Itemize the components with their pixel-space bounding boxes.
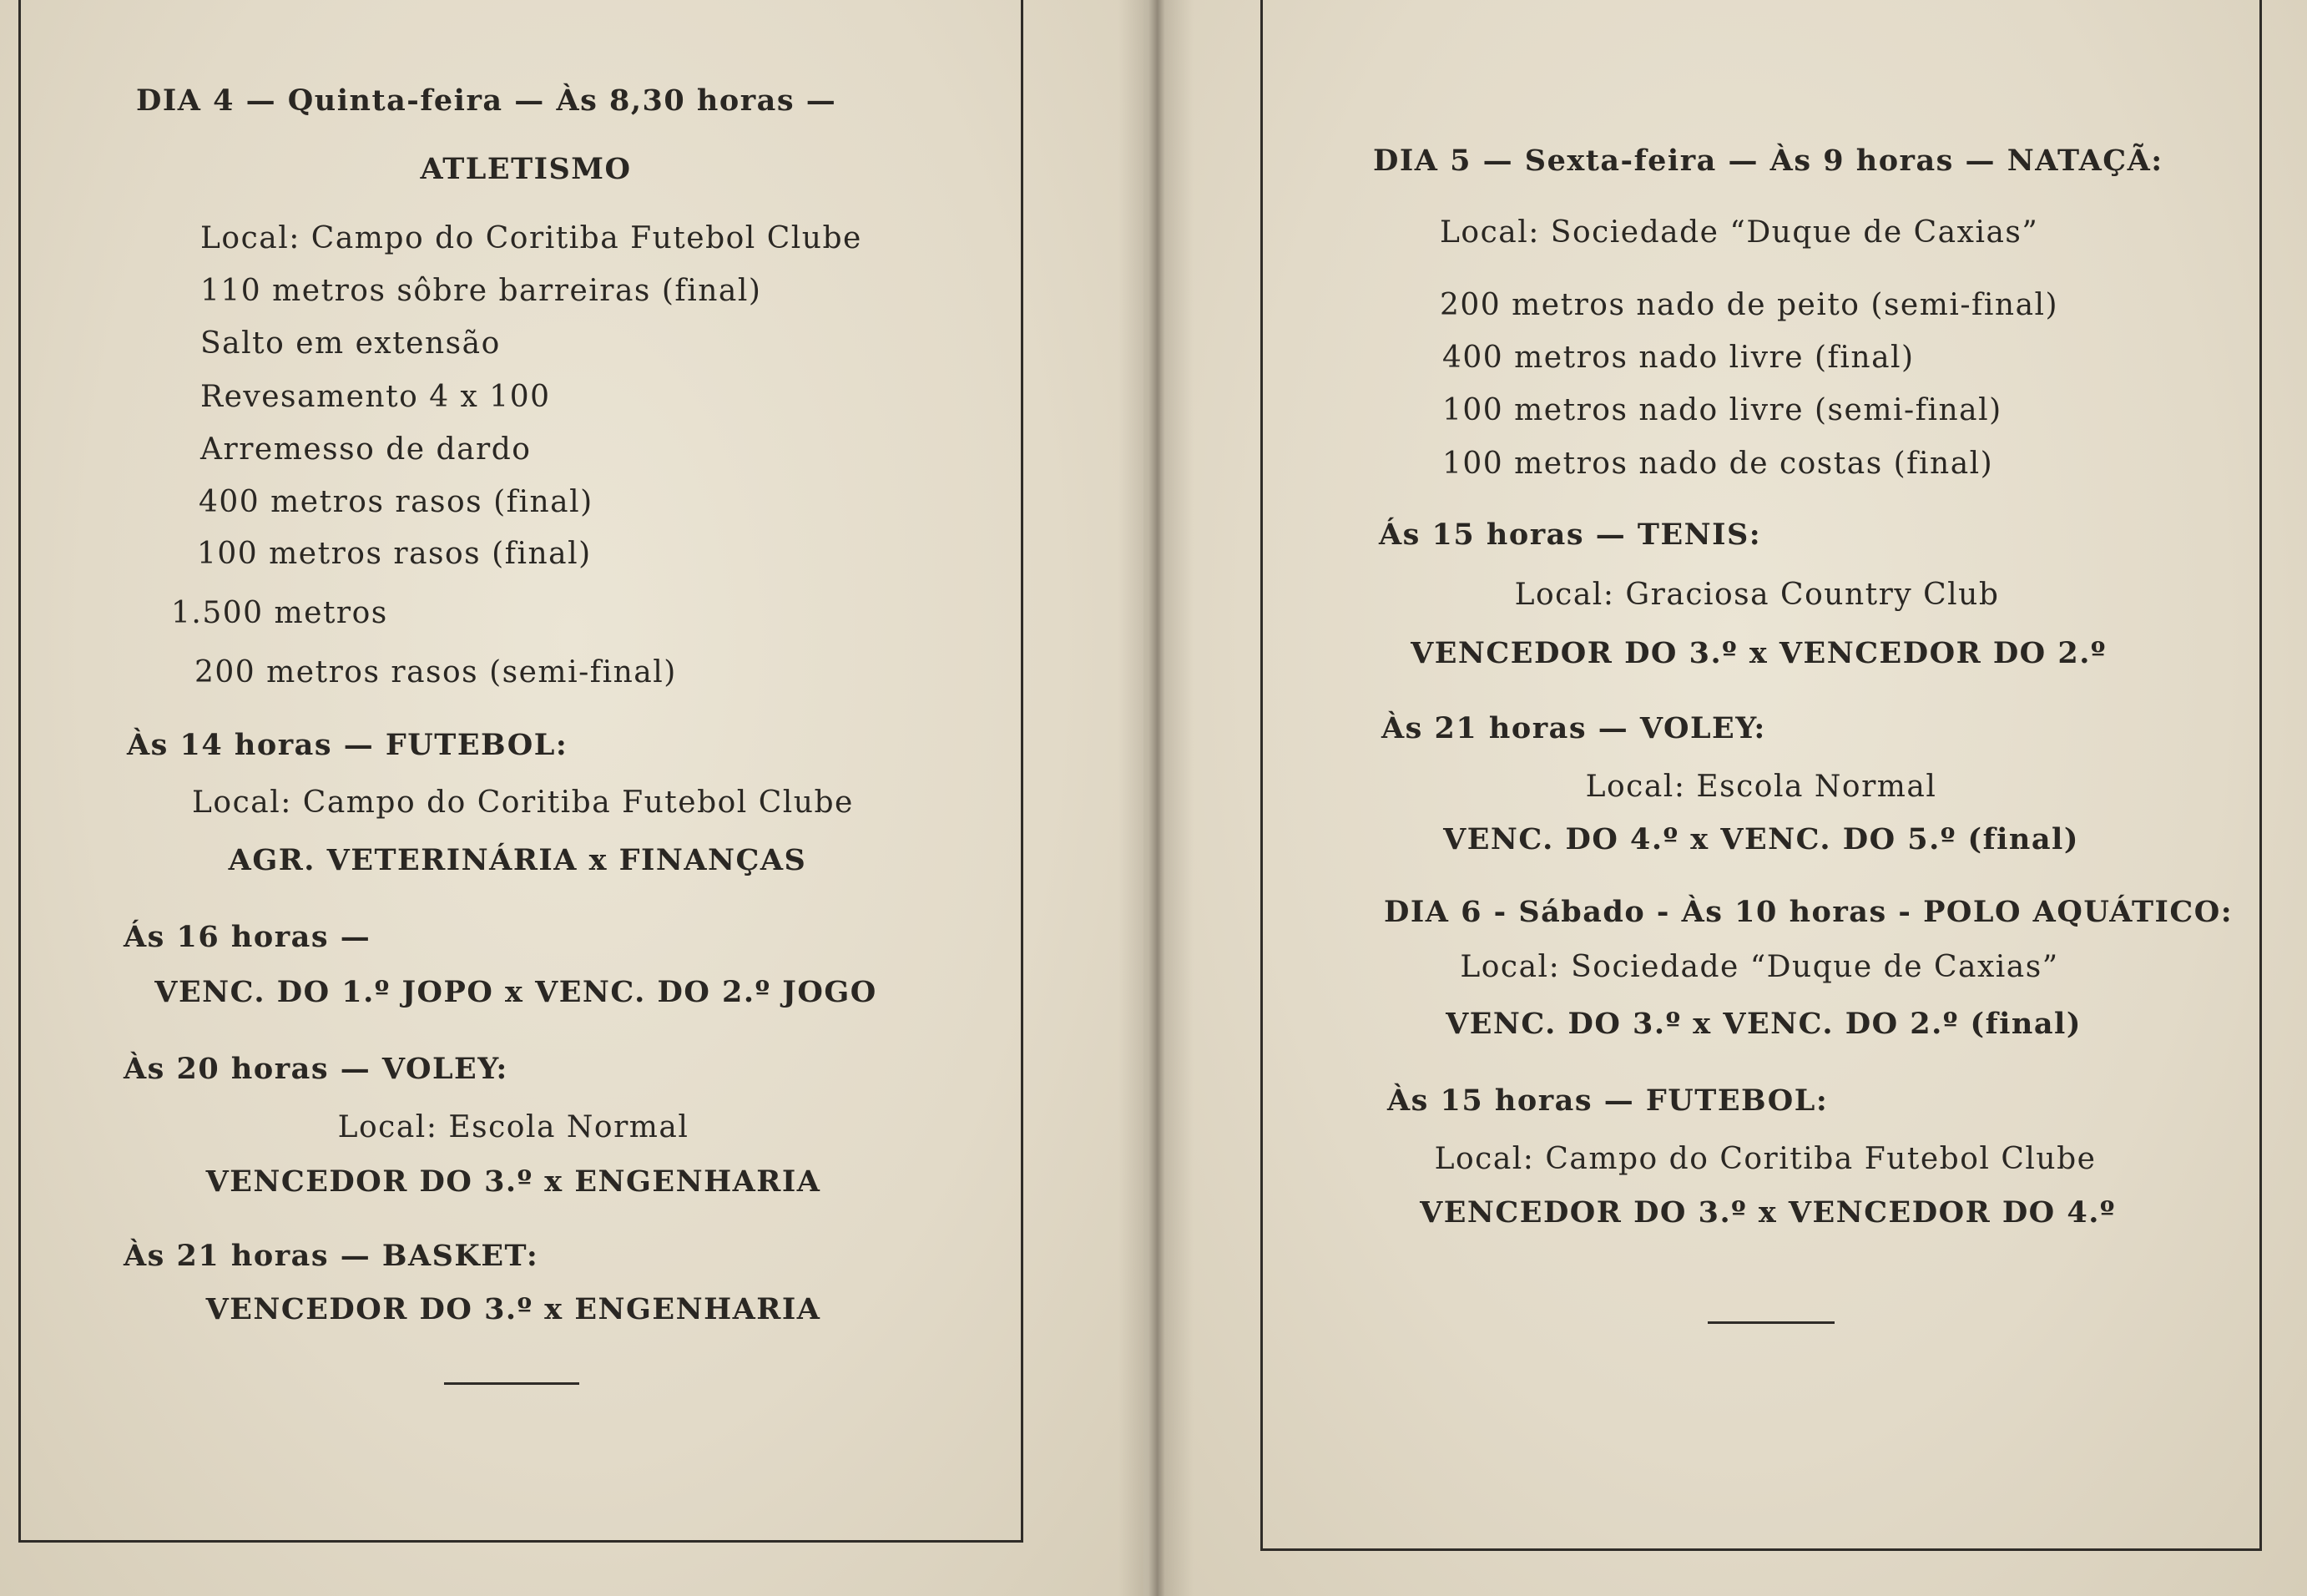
event-item: 100 metros nado livre (semi-final) xyxy=(1442,393,2002,427)
event-item: 200 metros rasos (semi-final) xyxy=(194,655,677,689)
voley-heading: Às 21 horas — VOLEY: xyxy=(1381,711,1766,745)
voley-match: VENC. DO 4.º x VENC. DO 5.º (final) xyxy=(1443,822,2079,856)
atletismo-location: Local: Campo do Coritiba Futebol Clube xyxy=(200,221,862,255)
natacao-location: Local: Sociedade “Duque de Caxias” xyxy=(1440,215,2039,250)
end-rule xyxy=(1708,1321,1835,1324)
futebol-match: VENCEDOR DO 3.º x VENCEDOR DO 4.º xyxy=(1420,1195,2116,1230)
futebol-heading: Às 15 horas — FUTEBOL: xyxy=(1387,1083,1829,1118)
atletismo-title: ATLETISMO xyxy=(420,152,632,186)
h16-match: VENC. DO 1.º JOPO x VENC. DO 2.º JOGO xyxy=(154,975,877,1009)
futebol-match: AGR. VETERINÁRIA x FINANÇAS xyxy=(228,843,807,877)
polo-location: Local: Sociedade “Duque de Caxias” xyxy=(1460,950,2059,984)
event-item: 200 metros nado de peito (semi-final) xyxy=(1440,288,2059,322)
event-item: 400 metros rasos (final) xyxy=(199,485,593,519)
voley-location: Local: Escola Normal xyxy=(337,1110,689,1144)
futebol-location: Local: Campo do Coritiba Futebol Clube xyxy=(192,785,854,820)
event-item: Arremesso de dardo xyxy=(200,432,532,467)
polo-match: VENC. DO 3.º x VENC. DO 2.º (final) xyxy=(1446,1007,2082,1041)
futebol-heading: Às 14 horas — FUTEBOL: xyxy=(127,728,568,762)
day4-heading: DIA 4 — Quinta-feira — Às 8,30 horas — xyxy=(136,83,837,118)
end-rule xyxy=(444,1382,579,1385)
futebol-location: Local: Campo do Coritiba Futebol Clube xyxy=(1434,1142,2097,1176)
event-item: 110 metros sôbre barreiras (final) xyxy=(200,274,762,308)
voley-heading: Às 20 horas — VOLEY: xyxy=(124,1052,508,1086)
voley-location: Local: Escola Normal xyxy=(1585,770,1937,804)
event-item: Salto em extensão xyxy=(200,326,501,361)
tenis-location: Local: Graciosa Country Club xyxy=(1514,578,2000,612)
day5-heading: DIA 5 — Sexta-feira — Às 9 horas — NATAÇÃ: xyxy=(1373,144,2163,178)
event-item: 100 metros nado de costas (final) xyxy=(1442,447,1994,481)
event-item: 400 metros nado livre (final) xyxy=(1442,341,1915,375)
voley-match: VENCEDOR DO 3.º x ENGENHARIA xyxy=(205,1164,821,1199)
basket-heading: Às 21 horas — BASKET: xyxy=(124,1239,539,1273)
book-spine xyxy=(1118,0,1194,1596)
event-item: 1.500 metros xyxy=(171,596,388,630)
event-item: 100 metros rasos (final) xyxy=(197,537,592,571)
event-item: Revesamento 4 x 100 xyxy=(200,380,551,414)
tenis-heading: Ás 15 horas — TENIS: xyxy=(1379,518,1762,552)
tenis-match: VENCEDOR DO 3.º x VENCEDOR DO 2.º xyxy=(1411,636,2107,670)
day6-heading: DIA 6 - Sábado - Às 10 horas - POLO AQUÁTICO: xyxy=(1384,895,2234,929)
basket-match: VENCEDOR DO 3.º x ENGENHARIA xyxy=(205,1292,821,1326)
h16-heading: Ás 16 horas — xyxy=(124,920,371,954)
